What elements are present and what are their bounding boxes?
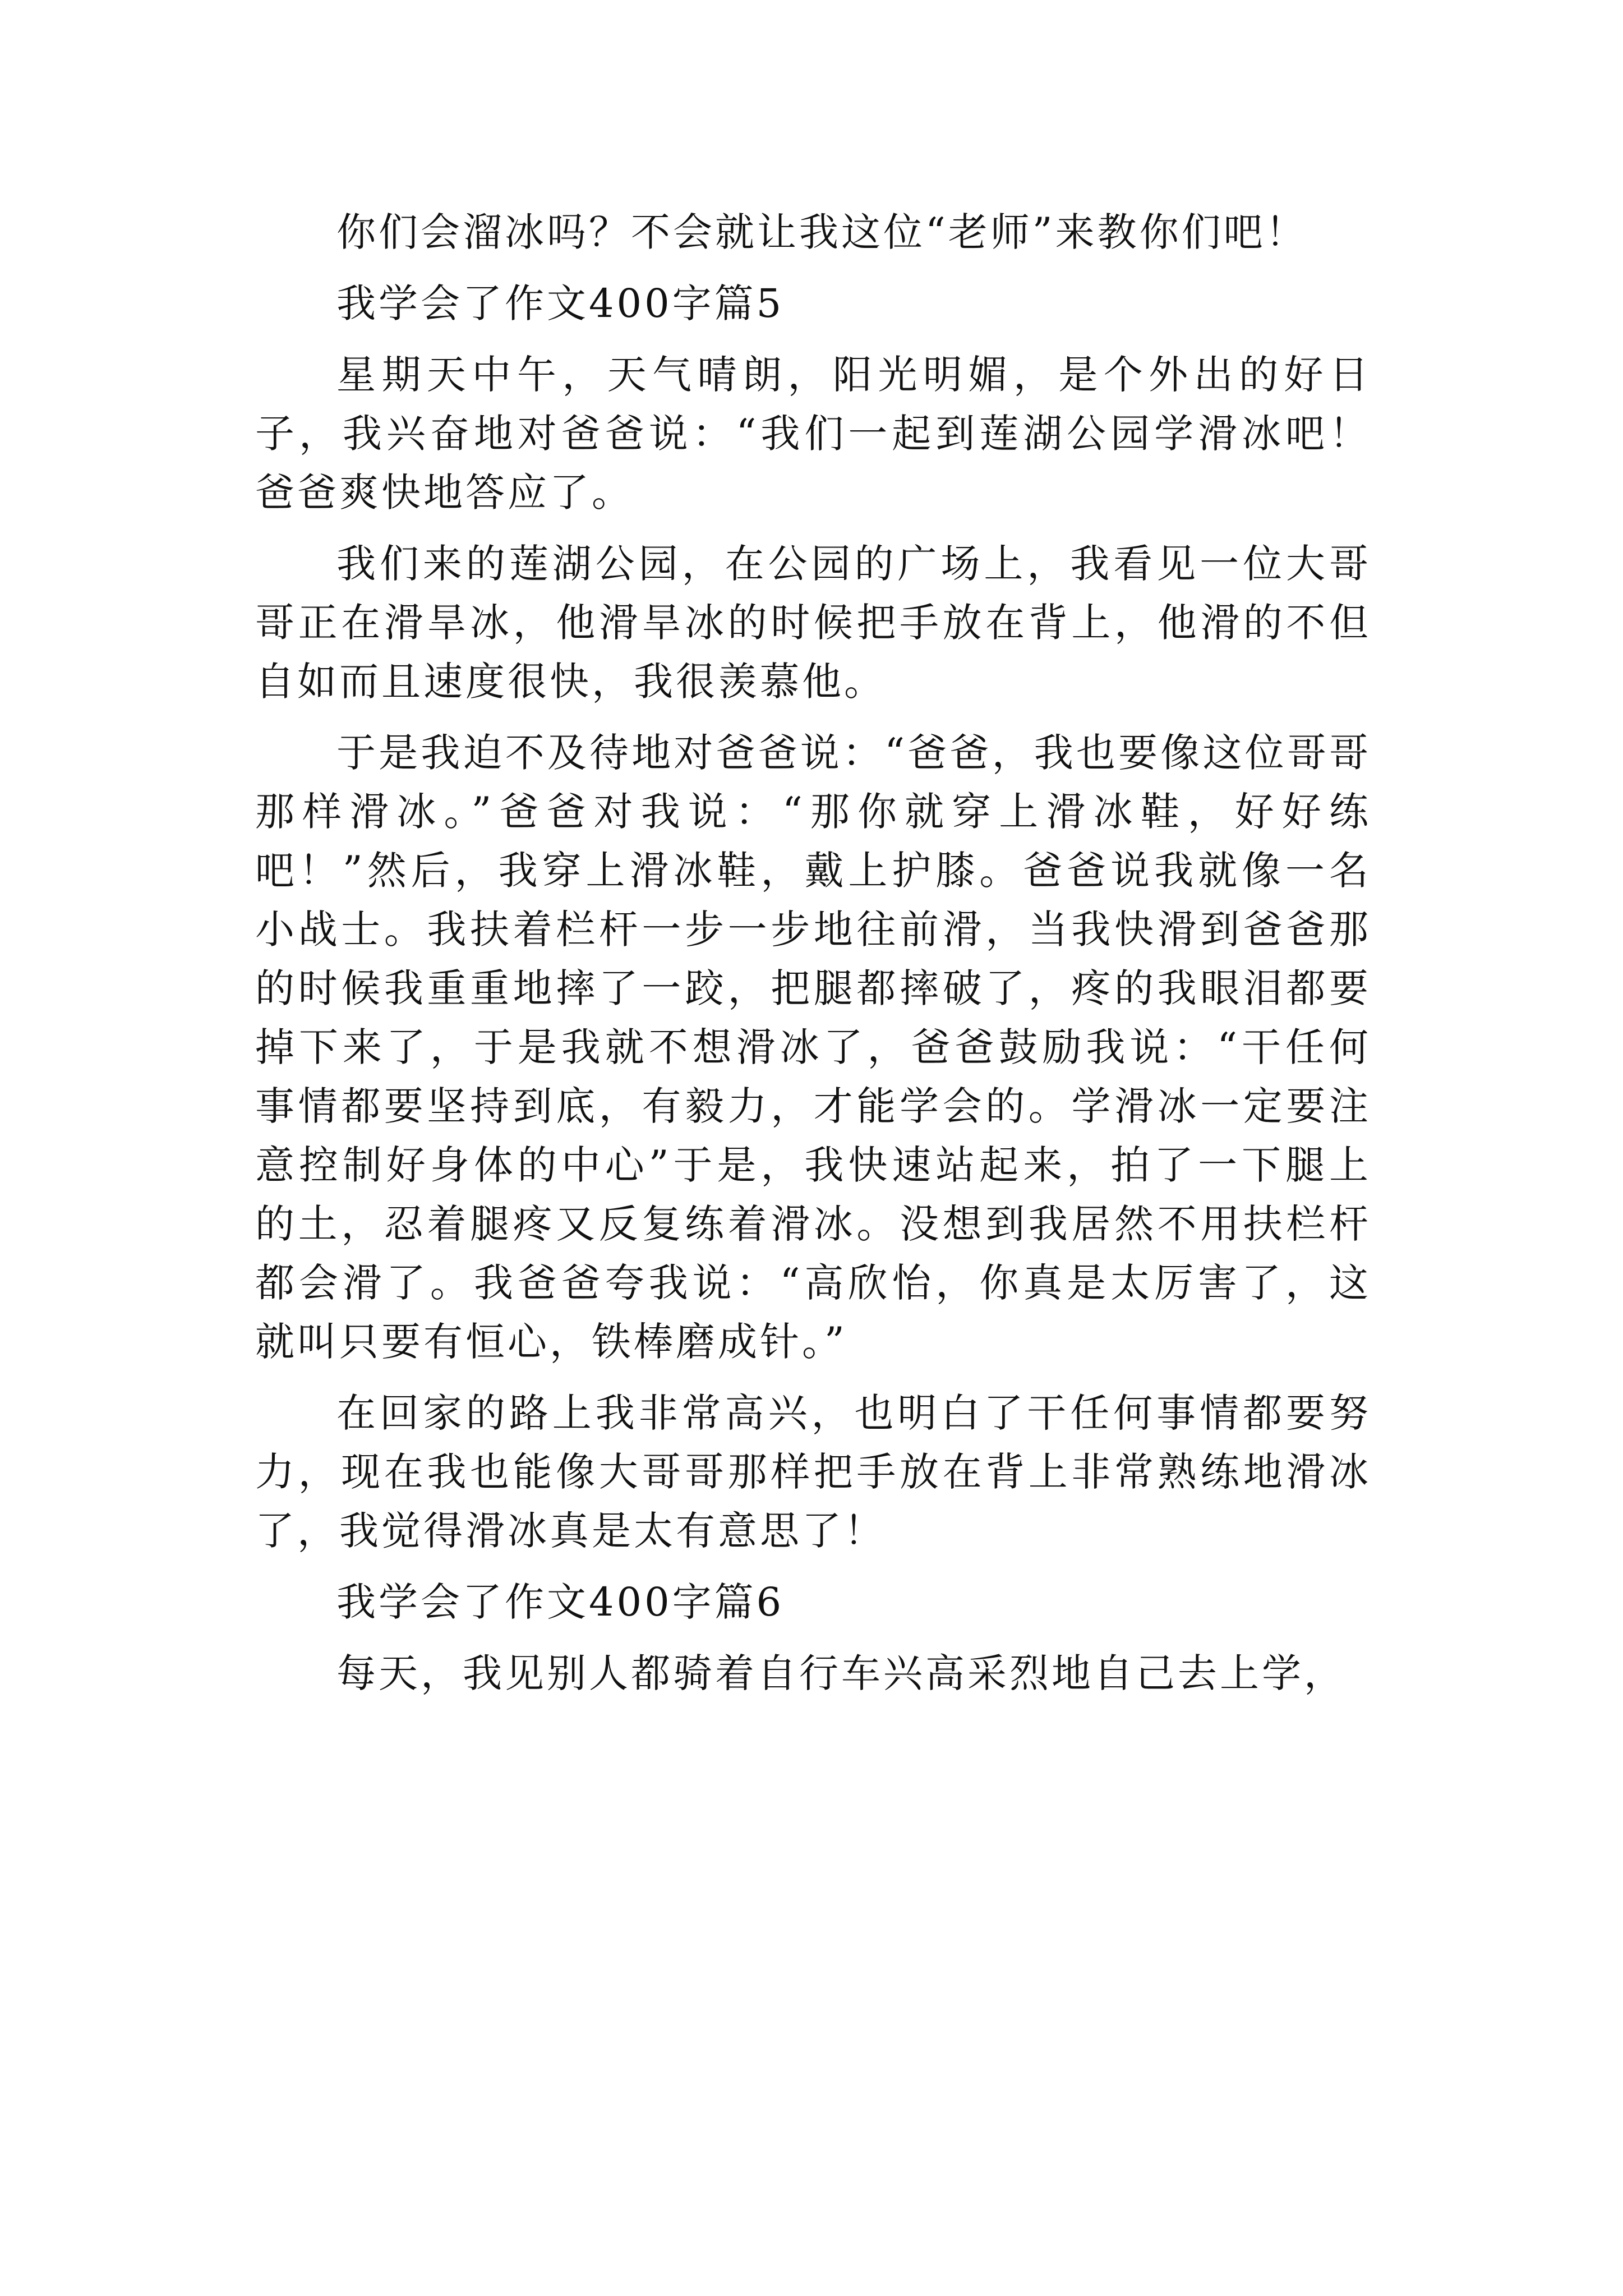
section-heading: 我学会了作文400字篇5 — [336, 280, 785, 326]
paragraph: 于是我迫不及待地对爸爸说：“爸爸，我也要像这位哥哥那样滑冰。”爸爸对我说：“那你就穿上滑冰鞋，好好练吧！”然后，我穿上滑冰鞋，戴上护膝。爸爸说我就像一名小战士。我扶着栏杆一步一步地往前滑，当我快滑到爸爸那的时候我重重地摔了一跤，把腿都摔破了，疼的我眼泪都要掉下来了，于是我就不想滑冰了，爸爸鼓励我说：“干任何事情都要坚持到底，有毅力，才能学会的。学滑冰一定要注意控制好身体的中心”于是，我快速站起来，拍了一下腿上的土，忍着腿疼又反复练着滑冰。没想到我居然不用扶栏杆都会滑了。我爸爸夸我说：“高欣怡，你真是太厉害了，这就叫只要有恒心，铁棒磨成针。” — [255, 730, 1371, 1365]
paragraph: 在回家的路上我非常高兴，也明白了干任何事情都要努力，现在我也能像大哥哥那样把手放在背上非常熟练地滑冰了，我觉得滑冰真是太有意思了！ — [255, 1390, 1371, 1554]
document-body — [255, 203, 1371, 1715]
paragraph: 我们来的莲湖公园，在公园的广场上，我看见一位大哥哥正在滑旱冰，他滑旱冰的时候把手放在背上，他滑的不但自如而且速度很快，我很羡慕他。 — [255, 541, 1371, 705]
paragraph: 你们会溜冰吗？不会就让我这位“老师”来教你们吧！ — [336, 209, 1308, 255]
paragraph: 星期天中午，天气晴朗，阳光明媚，是个外出的好日子，我兴奋地对爸爸说：“我们一起到莲湖公园学滑冰吧！爸爸爽快地答应了。 — [255, 352, 1371, 516]
paragraph: 每天，我见别人都骑着自行车兴高采烈地自己去上学， — [336, 1650, 1346, 1696]
section-heading: 我学会了作文400字篇6 — [336, 1579, 785, 1625]
